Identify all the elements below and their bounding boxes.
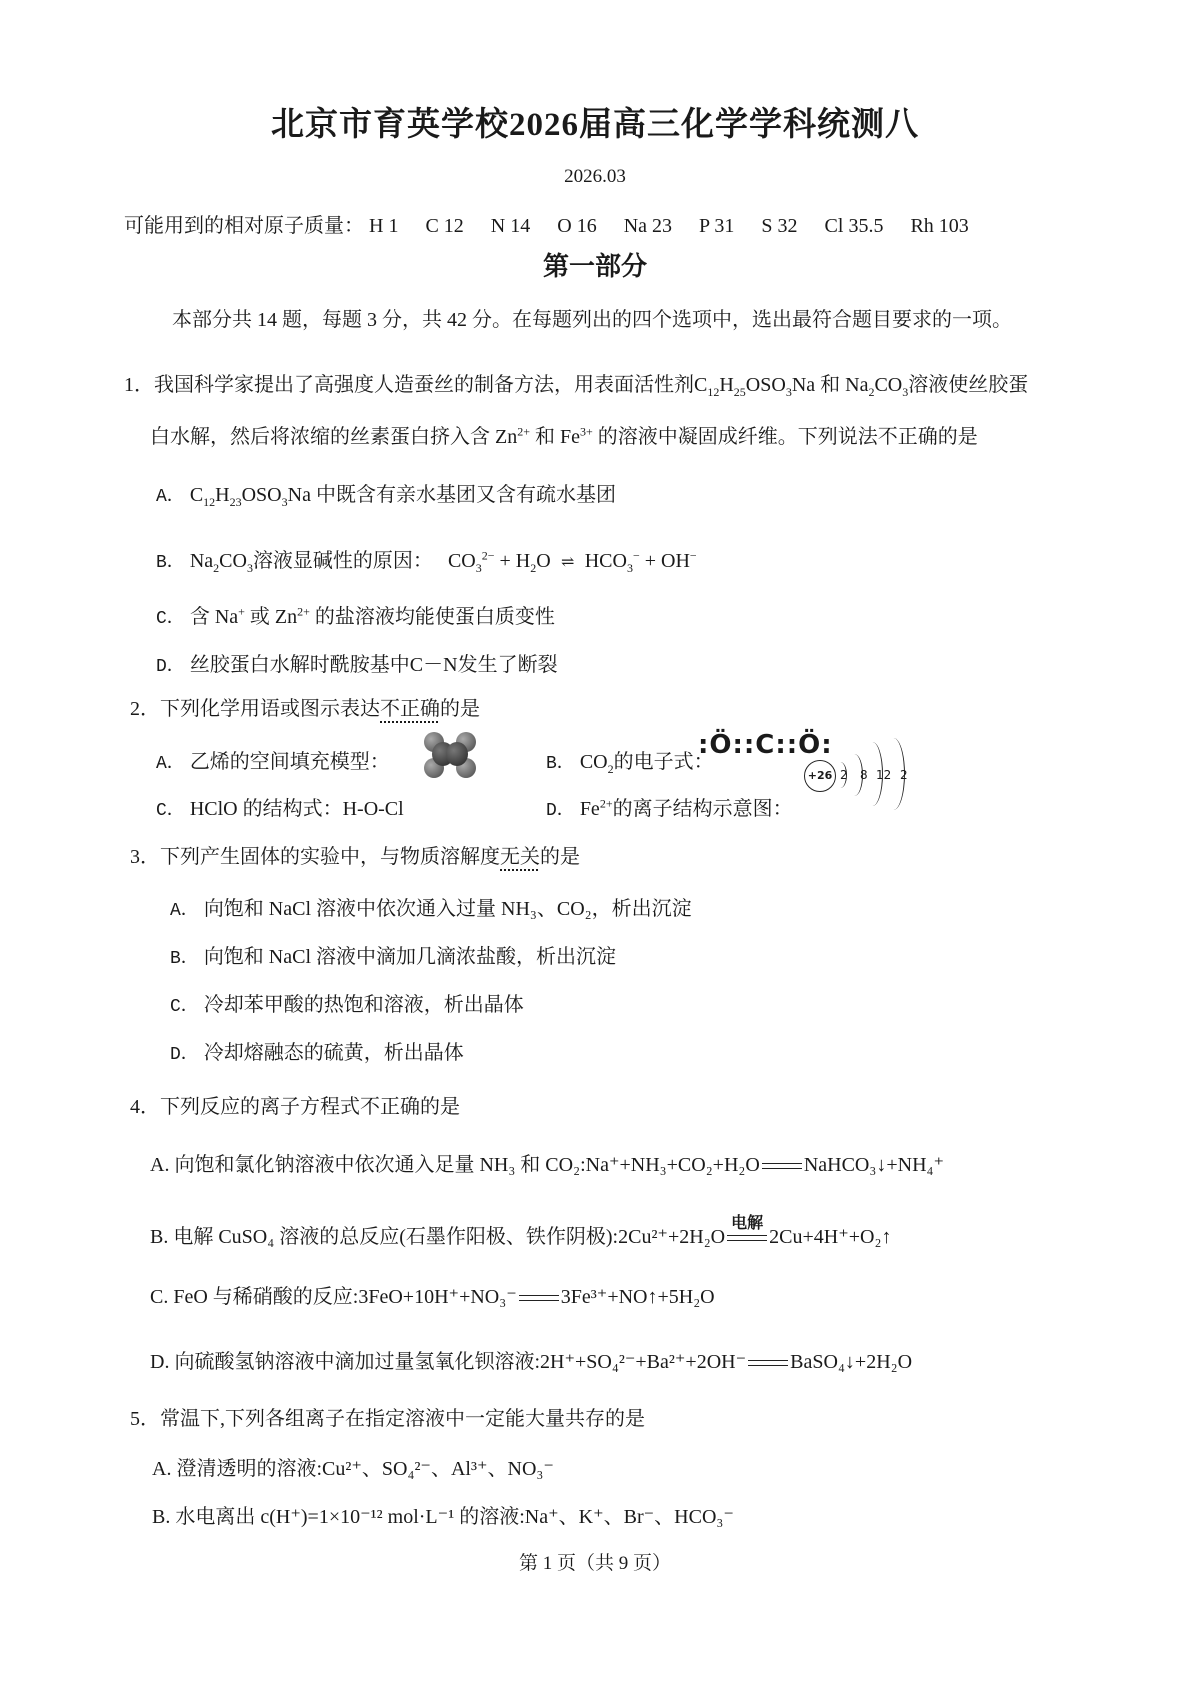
exam-title: 北京市育英学校2026届高三化学学科统测八 — [271, 107, 919, 143]
equals-sign-icon — [748, 1360, 788, 1366]
section-title: 第一部分 — [542, 252, 647, 281]
mass-rh: Rh 103 — [910, 215, 969, 237]
mass-s: S 32 — [761, 215, 798, 237]
question-2-option-a: A． 乙烯的空间填充模型： — [156, 751, 390, 774]
section-instructions: 本部分共 14 题，每题 3 分，共 42 分。在每题列出的四个选项中，选出最符合题目要求的一项。 — [172, 309, 1012, 331]
question-3-stem: 3．下列产生固体的实验中，与物质溶解度无关的是 — [130, 846, 580, 868]
ethylene-space-filling-model-icon — [420, 730, 480, 780]
reaction-condition: 电解 — [731, 1215, 764, 1233]
equals-sign-icon — [727, 1215, 767, 1241]
question-5-option-a: A. 澄清透明的溶液:Cu²⁺、SO₄²⁻、Al³⁺、NO₃⁻ — [152, 1458, 554, 1480]
question-3-option-c: C． 冷却苯甲酸的热饱和溶液，析出晶体 — [170, 994, 524, 1017]
question-1-option-d: D． 丝胶蛋白水解时酰胺基中C－N发生了断裂 — [156, 654, 558, 677]
equals-sign-icon — [762, 1163, 802, 1169]
atomic-masses — [124, 209, 991, 238]
mass-na: Na 23 — [623, 215, 673, 237]
question-3-option-d: D． 冷却熔融态的硫黄，析出晶体 — [170, 1042, 464, 1065]
question-1-stem-line1: 1．我国科学家提出了高强度人造蚕丝的制备方法，用表面活性剂$C_{12}H_{25}OSO_3Na$ 和 $Na_2CO_3$溶液使丝胶蛋 — [124, 374, 1029, 399]
question-5-stem: 5．常温下,下列各组离子在指定溶液中一定能大量共存的是 — [130, 1408, 645, 1430]
question-number: 1． — [124, 374, 154, 396]
question-2-option-c: C． HClO 的结构式：H-O-Cl — [156, 798, 404, 821]
nucleus-charge: +26 — [804, 760, 836, 792]
equals-sign-icon — [519, 1295, 559, 1301]
question-2-option-d: D． $Fe^{2+}$的离子结构示意图： — [546, 796, 793, 821]
co2-lewis-structure: :Ö::C::Ö: — [698, 730, 833, 760]
atomic-masses-label: 可能用到的相对原子质量： — [124, 215, 364, 237]
question-1-option-a: A． $C_{12}H_{23}OSO_3Na$ 中既含有亲水基团又含有疏水基团 — [156, 484, 616, 509]
question-4-option-b: B. 电解 CuSO₄ 溶液的总反应(石墨作阳极、铁作阴极):2Cu²⁺+2H₂O 电解 2Cu+4H⁺+O₂↑ — [150, 1220, 891, 1249]
mass-p: P 31 — [699, 215, 735, 237]
question-2-stem: 2．下列化学用语或图示表达不正确的是 — [130, 698, 480, 720]
mass-o: O 16 — [557, 215, 597, 237]
question-1-option-c: C． 含 Na+ 或 $Zn^{2+}$ 的盐溶液均能使蛋白质变性 — [156, 604, 555, 629]
question-5-option-b: B. 水电离出 c(H⁺)=1×10⁻¹² mol·L⁻¹ 的溶液:Na⁺、K⁺、Br⁻、HCO₃⁻ — [152, 1506, 734, 1528]
page-number: 第 1 页（共 9 页） — [518, 1553, 671, 1574]
mass-cl: Cl 35.5 — [824, 215, 884, 237]
mass-h: H 1 — [369, 215, 399, 237]
mass-c: C 12 — [425, 215, 464, 237]
question-1-stem-line2: 白水解，然后将浓缩的丝素蛋白挤入含 $Zn^{2+}$ 和 $Fe^{3+}$ 的溶液中凝固成纤维。下列说法不正确的是 — [150, 424, 978, 448]
question-3-option-b: B． 向饱和 NaCl 溶液中滴加几滴浓盐酸，析出沉淀 — [170, 946, 617, 969]
question-4-stem: 4．下列反应的离子方程式不正确的是 — [130, 1096, 460, 1118]
reversible-arrow-icon: ⇌ — [561, 554, 575, 572]
fe2-ion-structure-diagram: +26 2 8 12 2 — [804, 752, 914, 812]
exam-date: 2026.03 — [564, 166, 626, 187]
mass-n: N 14 — [490, 215, 531, 237]
question-4-option-d: D. 向硫酸氢钠溶液中滴加过量氢氧化钡溶液:2H⁺+SO₄²⁻+Ba²⁺+2OH⁻ BaSO₄↓+2H₂O — [150, 1351, 913, 1373]
question-3-option-a: A． 向饱和 NaCl 溶液中依次通入过量 NH₃、CO₂，析出沉淀 — [170, 898, 692, 921]
question-4-option-c: C. FeO 与稀硝酸的反应:3FeO+10H⁺+NO₃⁻ 3Fe³⁺+NO↑+5H₂O — [150, 1286, 715, 1308]
question-4-option-a: A. 向饱和氯化钠溶液中依次通入足量 NH₃ 和 CO₂:Na⁺+NH₃+CO₂+H₂O NaHCO₃↓+NH₄⁺ — [150, 1154, 945, 1176]
question-1-option-b: B． $Na_2CO_3$溶液显碱性的原因： $CO_3^{2-} + H_2O$ ⇌ $HCO_3^- + OH^-$ — [156, 548, 697, 575]
question-2-option-b: B． $CO_2$的电子式： — [546, 751, 714, 776]
